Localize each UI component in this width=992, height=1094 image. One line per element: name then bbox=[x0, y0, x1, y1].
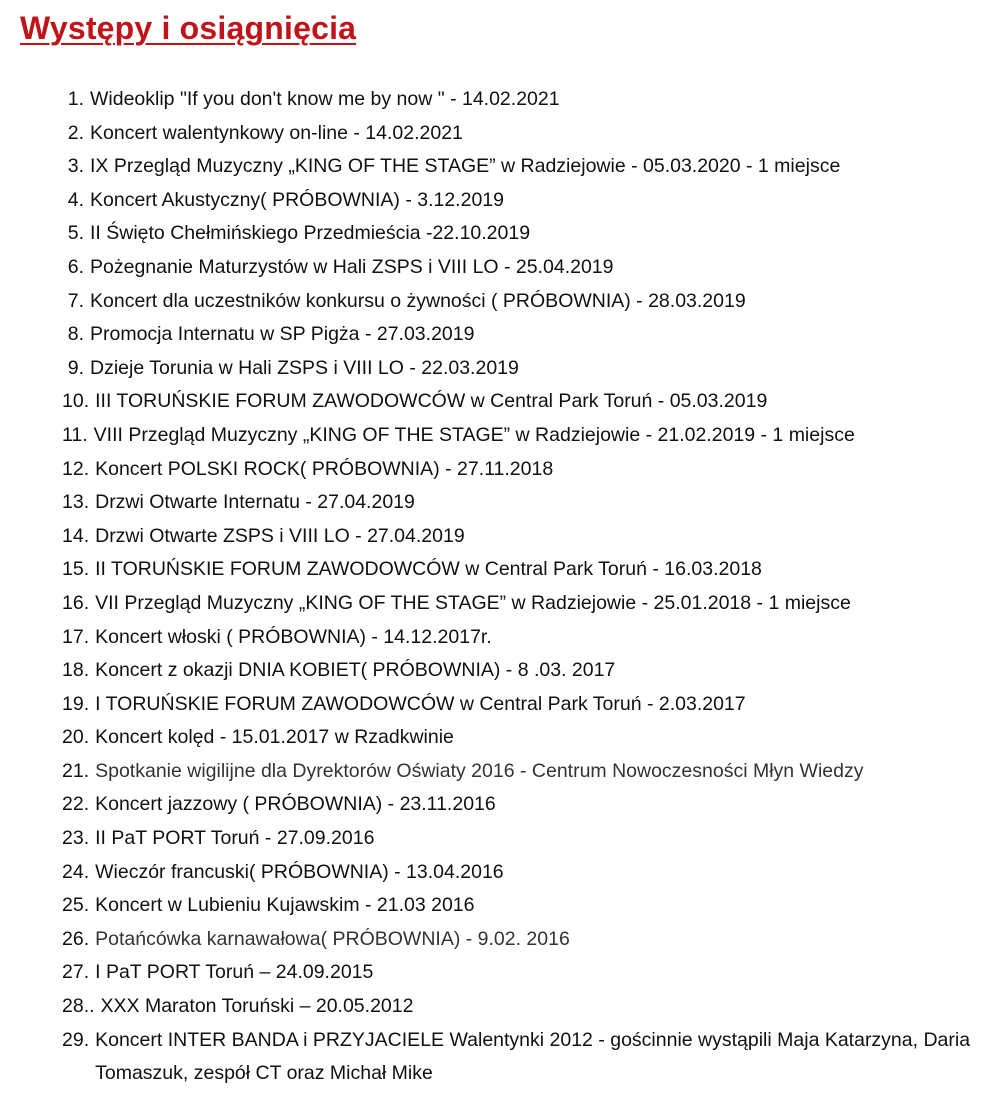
page-title: Występy i osiągnięcia bbox=[20, 10, 357, 46]
item-text: Wieczór francuski( PRÓBOWNIA) - 13.04.2016 bbox=[95, 860, 504, 883]
item-text: Promocja Internatu w SP Pigża - 27.03.2019 bbox=[90, 323, 475, 346]
list-item bbox=[62, 889, 987, 923]
list-item bbox=[62, 486, 987, 520]
item-text: I PaT PORT Toruń – 24.09.2015 bbox=[95, 961, 374, 984]
item-text: Drzwi Otwarte ZSPS i VIII LO - 27.04.2019 bbox=[95, 524, 465, 547]
item-number: 1. bbox=[67, 88, 84, 110]
item-text: Drzwi Otwarte Internatu - 27.04.2019 bbox=[95, 491, 415, 514]
list-item bbox=[62, 117, 987, 151]
list-item bbox=[62, 285, 987, 319]
item-number: 17. bbox=[62, 625, 90, 648]
list-item bbox=[62, 923, 987, 957]
item-text: Koncert walentynkowy on-line - 14.02.2021 bbox=[90, 121, 463, 144]
item-text: Koncert z okazji DNIA KOBIET( PRÓBOWNIA) - 8 .03. 2017 bbox=[95, 659, 616, 682]
item-number: 14. bbox=[62, 524, 90, 547]
list-item bbox=[62, 453, 987, 487]
item-number: 29. bbox=[62, 1028, 90, 1051]
item-number: 11. bbox=[62, 423, 88, 446]
item-text: XXX Maraton Toruński – 20.05.2012 bbox=[100, 995, 414, 1018]
item-number: 18. bbox=[62, 659, 90, 682]
item-text: III TORUŃSKIE FORUM ZAWODOWCÓW w Central Park Toruń - 05.03.2019 bbox=[95, 390, 768, 413]
list-item bbox=[62, 553, 987, 587]
list-item bbox=[62, 520, 987, 554]
item-text: Potańcówka karnawałowa( PRÓBOWNIA) - 9.02. 2016 bbox=[95, 927, 570, 950]
list-item bbox=[62, 856, 987, 890]
item-number: 4. bbox=[67, 188, 84, 211]
list-item bbox=[62, 621, 987, 655]
item-text: Koncert jazzowy ( PRÓBOWNIA) - 23.11.2016 bbox=[95, 793, 496, 816]
item-text: Spotkanie wigilijne dla Dyrektorów Oświaty 2016 - Centrum Nowoczesności Młyn Wiedzy bbox=[95, 759, 864, 782]
item-number: 15. bbox=[62, 558, 90, 581]
list-item bbox=[62, 956, 987, 990]
item-number: 7. bbox=[67, 289, 84, 312]
item-number: 5. bbox=[67, 222, 84, 245]
item-number: 28.. bbox=[62, 995, 95, 1018]
list-item bbox=[62, 419, 987, 453]
item-text: VII Przegląd Muzyczny „KING OF THE STAGE” w Radziejowie - 25.01.2018 - 1 miejsce bbox=[95, 591, 851, 614]
item-number: 13. bbox=[62, 491, 90, 514]
item-number: 6. bbox=[67, 255, 84, 278]
item-text: II PaT PORT Toruń - 27.09.2016 bbox=[95, 827, 375, 850]
list-item bbox=[62, 587, 987, 621]
item-text: Koncert włoski ( PRÓBOWNIA) - 14.12.2017r. bbox=[95, 625, 492, 648]
list-item bbox=[62, 83, 987, 117]
item-number: 3. bbox=[67, 155, 84, 178]
list-item bbox=[62, 318, 987, 352]
list-item bbox=[62, 990, 987, 1024]
item-number: 10. bbox=[62, 390, 90, 413]
item-text: Wideoklip "If you don't know me by now " - 14.02.2021 bbox=[90, 88, 560, 110]
item-text: VIII Przegląd Muzyczny „KING OF THE STAGE” w Radziejowie - 21.02.2019 - 1 miejsce bbox=[93, 423, 855, 446]
list-item bbox=[62, 217, 987, 251]
item-number: 27. bbox=[62, 961, 90, 984]
list-item bbox=[62, 822, 987, 856]
item-text: Koncert POLSKI ROCK( PRÓBOWNIA) - 27.11.2018 bbox=[95, 457, 554, 480]
list-item bbox=[62, 688, 987, 722]
list-item bbox=[62, 788, 987, 822]
item-text: Koncert Akustyczny( PRÓBOWNIA) - 3.12.2019 bbox=[90, 188, 504, 211]
item-text: Koncert dla uczestników konkursu o żywności ( PRÓBOWNIA) - 28.03.2019 bbox=[90, 289, 746, 312]
list-item bbox=[62, 755, 987, 789]
item-number: 25. bbox=[62, 894, 90, 917]
list-item bbox=[62, 352, 987, 386]
item-number: 22. bbox=[62, 793, 90, 816]
item-text: Pożegnanie Maturzystów w Hali ZSPS i VIII LO - 25.04.2019 bbox=[90, 255, 614, 278]
item-number: 9. bbox=[67, 356, 84, 379]
list-item bbox=[62, 150, 987, 184]
item-number: 26. bbox=[62, 927, 90, 950]
item-number: 20. bbox=[62, 726, 90, 749]
item-text: Dzieje Torunia w Hali ZSPS i VIII LO - 22.03.2019 bbox=[90, 356, 519, 379]
item-text: II Święto Chełmińskiego Przedmieścia -22.10.2019 bbox=[90, 222, 531, 245]
list-item bbox=[62, 385, 987, 419]
item-number: 12. bbox=[62, 457, 90, 480]
achievements-list bbox=[62, 83, 987, 1091]
list-item bbox=[62, 251, 987, 285]
list-item bbox=[62, 184, 987, 218]
item-number: 19. bbox=[62, 692, 90, 715]
item-number: 21. bbox=[62, 759, 90, 782]
item-text: Koncert INTER BANDA i PRZYJACIELE Walentynki 2012 - gościnnie wystąpili Maja Katarzyna, Daria Tomaszuk, zespół CT oraz Michał Mike bbox=[95, 1028, 971, 1085]
item-text: Koncert kolęd - 15.01.2017 w Rzadkwinie bbox=[95, 726, 454, 749]
list-item bbox=[62, 1024, 987, 1091]
list-item bbox=[62, 721, 987, 755]
item-number: 16. bbox=[62, 591, 90, 614]
item-number: 23. bbox=[62, 827, 90, 850]
item-text: Koncert w Lubieniu Kujawskim - 21.03 2016 bbox=[95, 894, 475, 917]
item-number: 24. bbox=[62, 860, 90, 883]
item-text: IX Przegląd Muzyczny „KING OF THE STAGE” w Radziejowie - 05.03.2020 - 1 miejsce bbox=[90, 155, 841, 178]
list-item bbox=[62, 654, 987, 688]
item-text: II TORUŃSKIE FORUM ZAWODOWCÓW w Central Park Toruń - 16.03.2018 bbox=[95, 558, 762, 581]
item-number: 8. bbox=[67, 323, 84, 346]
item-number: 2. bbox=[67, 121, 84, 144]
item-text: I TORUŃSKIE FORUM ZAWODOWCÓW w Central Park Toruń - 2.03.2017 bbox=[95, 692, 746, 715]
